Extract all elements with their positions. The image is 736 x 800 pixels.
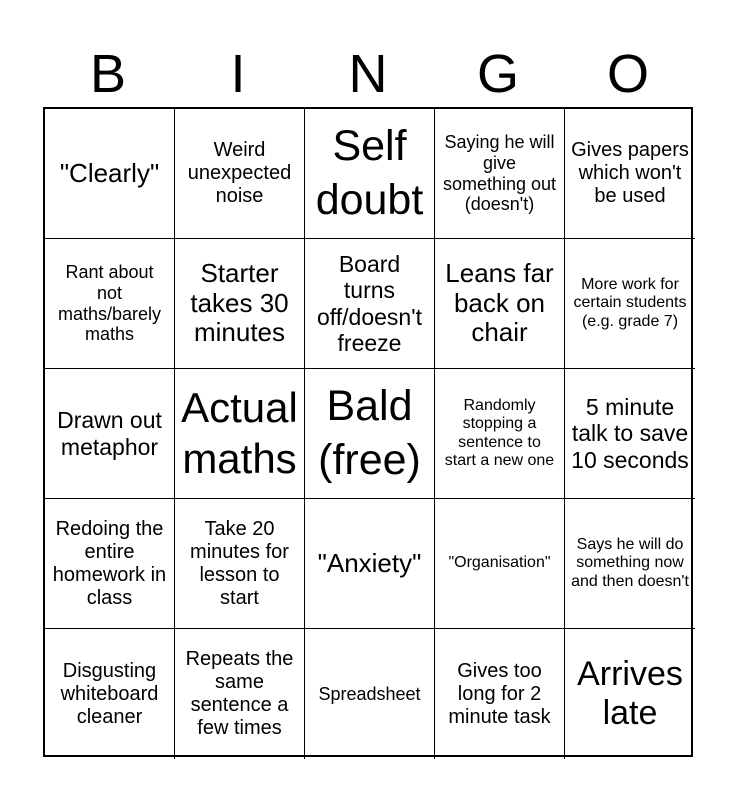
header-letter-b: B — [89, 44, 127, 104]
bingo-cell-r2c5[interactable]: More work for certain students (e.g. grade 7) — [565, 239, 695, 369]
bingo-header — [43, 40, 693, 108]
bingo-cell-r5c3[interactable]: Spreadsheet — [305, 629, 435, 759]
bingo-cell-r4c5[interactable]: Says he will do something now and then doesn't — [565, 499, 695, 629]
bingo-cell-r3c3[interactable]: Bald (free) — [305, 369, 435, 499]
bingo-grid — [43, 107, 693, 757]
bingo-cell-r3c5[interactable]: 5 minute talk to save 10 seconds — [565, 369, 695, 499]
bingo-cell-r1c5[interactable]: Gives papers which won't be used — [565, 109, 695, 239]
bingo-cell-r4c4[interactable]: "Organisation" — [435, 499, 565, 629]
bingo-cell-r3c1[interactable]: Drawn out metaphor — [45, 369, 175, 499]
bingo-cell-r1c1[interactable]: "Clearly" — [45, 109, 175, 239]
bingo-cell-r2c4[interactable]: Leans far back on chair — [435, 239, 565, 369]
bingo-cell-r4c1[interactable]: Redoing the entire homework in class — [45, 499, 175, 629]
bingo-cell-r2c2[interactable]: Starter takes 30 minutes — [175, 239, 305, 369]
bingo-cell-r4c2[interactable]: Take 20 minutes for lesson to start — [175, 499, 305, 629]
bingo-cell-r4c3[interactable]: "Anxiety" — [305, 499, 435, 629]
bingo-cell-r3c4[interactable]: Randomly stopping a sentence to start a new one — [435, 369, 565, 499]
bingo-cell-r1c3[interactable]: Self doubt — [305, 109, 435, 239]
bingo-cell-r1c2[interactable]: Weird unexpected noise — [175, 109, 305, 239]
bingo-cell-r3c2[interactable]: Actual maths — [175, 369, 305, 499]
bingo-cell-r5c1[interactable]: Disgusting whiteboard cleaner — [45, 629, 175, 759]
bingo-cell-r2c3[interactable]: Board turns off/doesn't freeze — [305, 239, 435, 369]
bingo-cell-r5c2[interactable]: Repeats the same sentence a few times — [175, 629, 305, 759]
header-letter-g: G — [476, 44, 519, 104]
bingo-cell-r2c1[interactable]: Rant about not maths/barely maths — [45, 239, 175, 369]
header-letter-o: O — [606, 44, 649, 104]
header-letter-i: I — [230, 44, 246, 104]
bingo-cell-r5c4[interactable]: Gives too long for 2 minute task — [435, 629, 565, 759]
bingo-cell-r5c5[interactable]: Arrives late — [577, 654, 683, 732]
header-letter-n: N — [348, 44, 388, 104]
bingo-cell-r1c4[interactable]: Saying he will give something out (doesn't) — [435, 109, 565, 239]
